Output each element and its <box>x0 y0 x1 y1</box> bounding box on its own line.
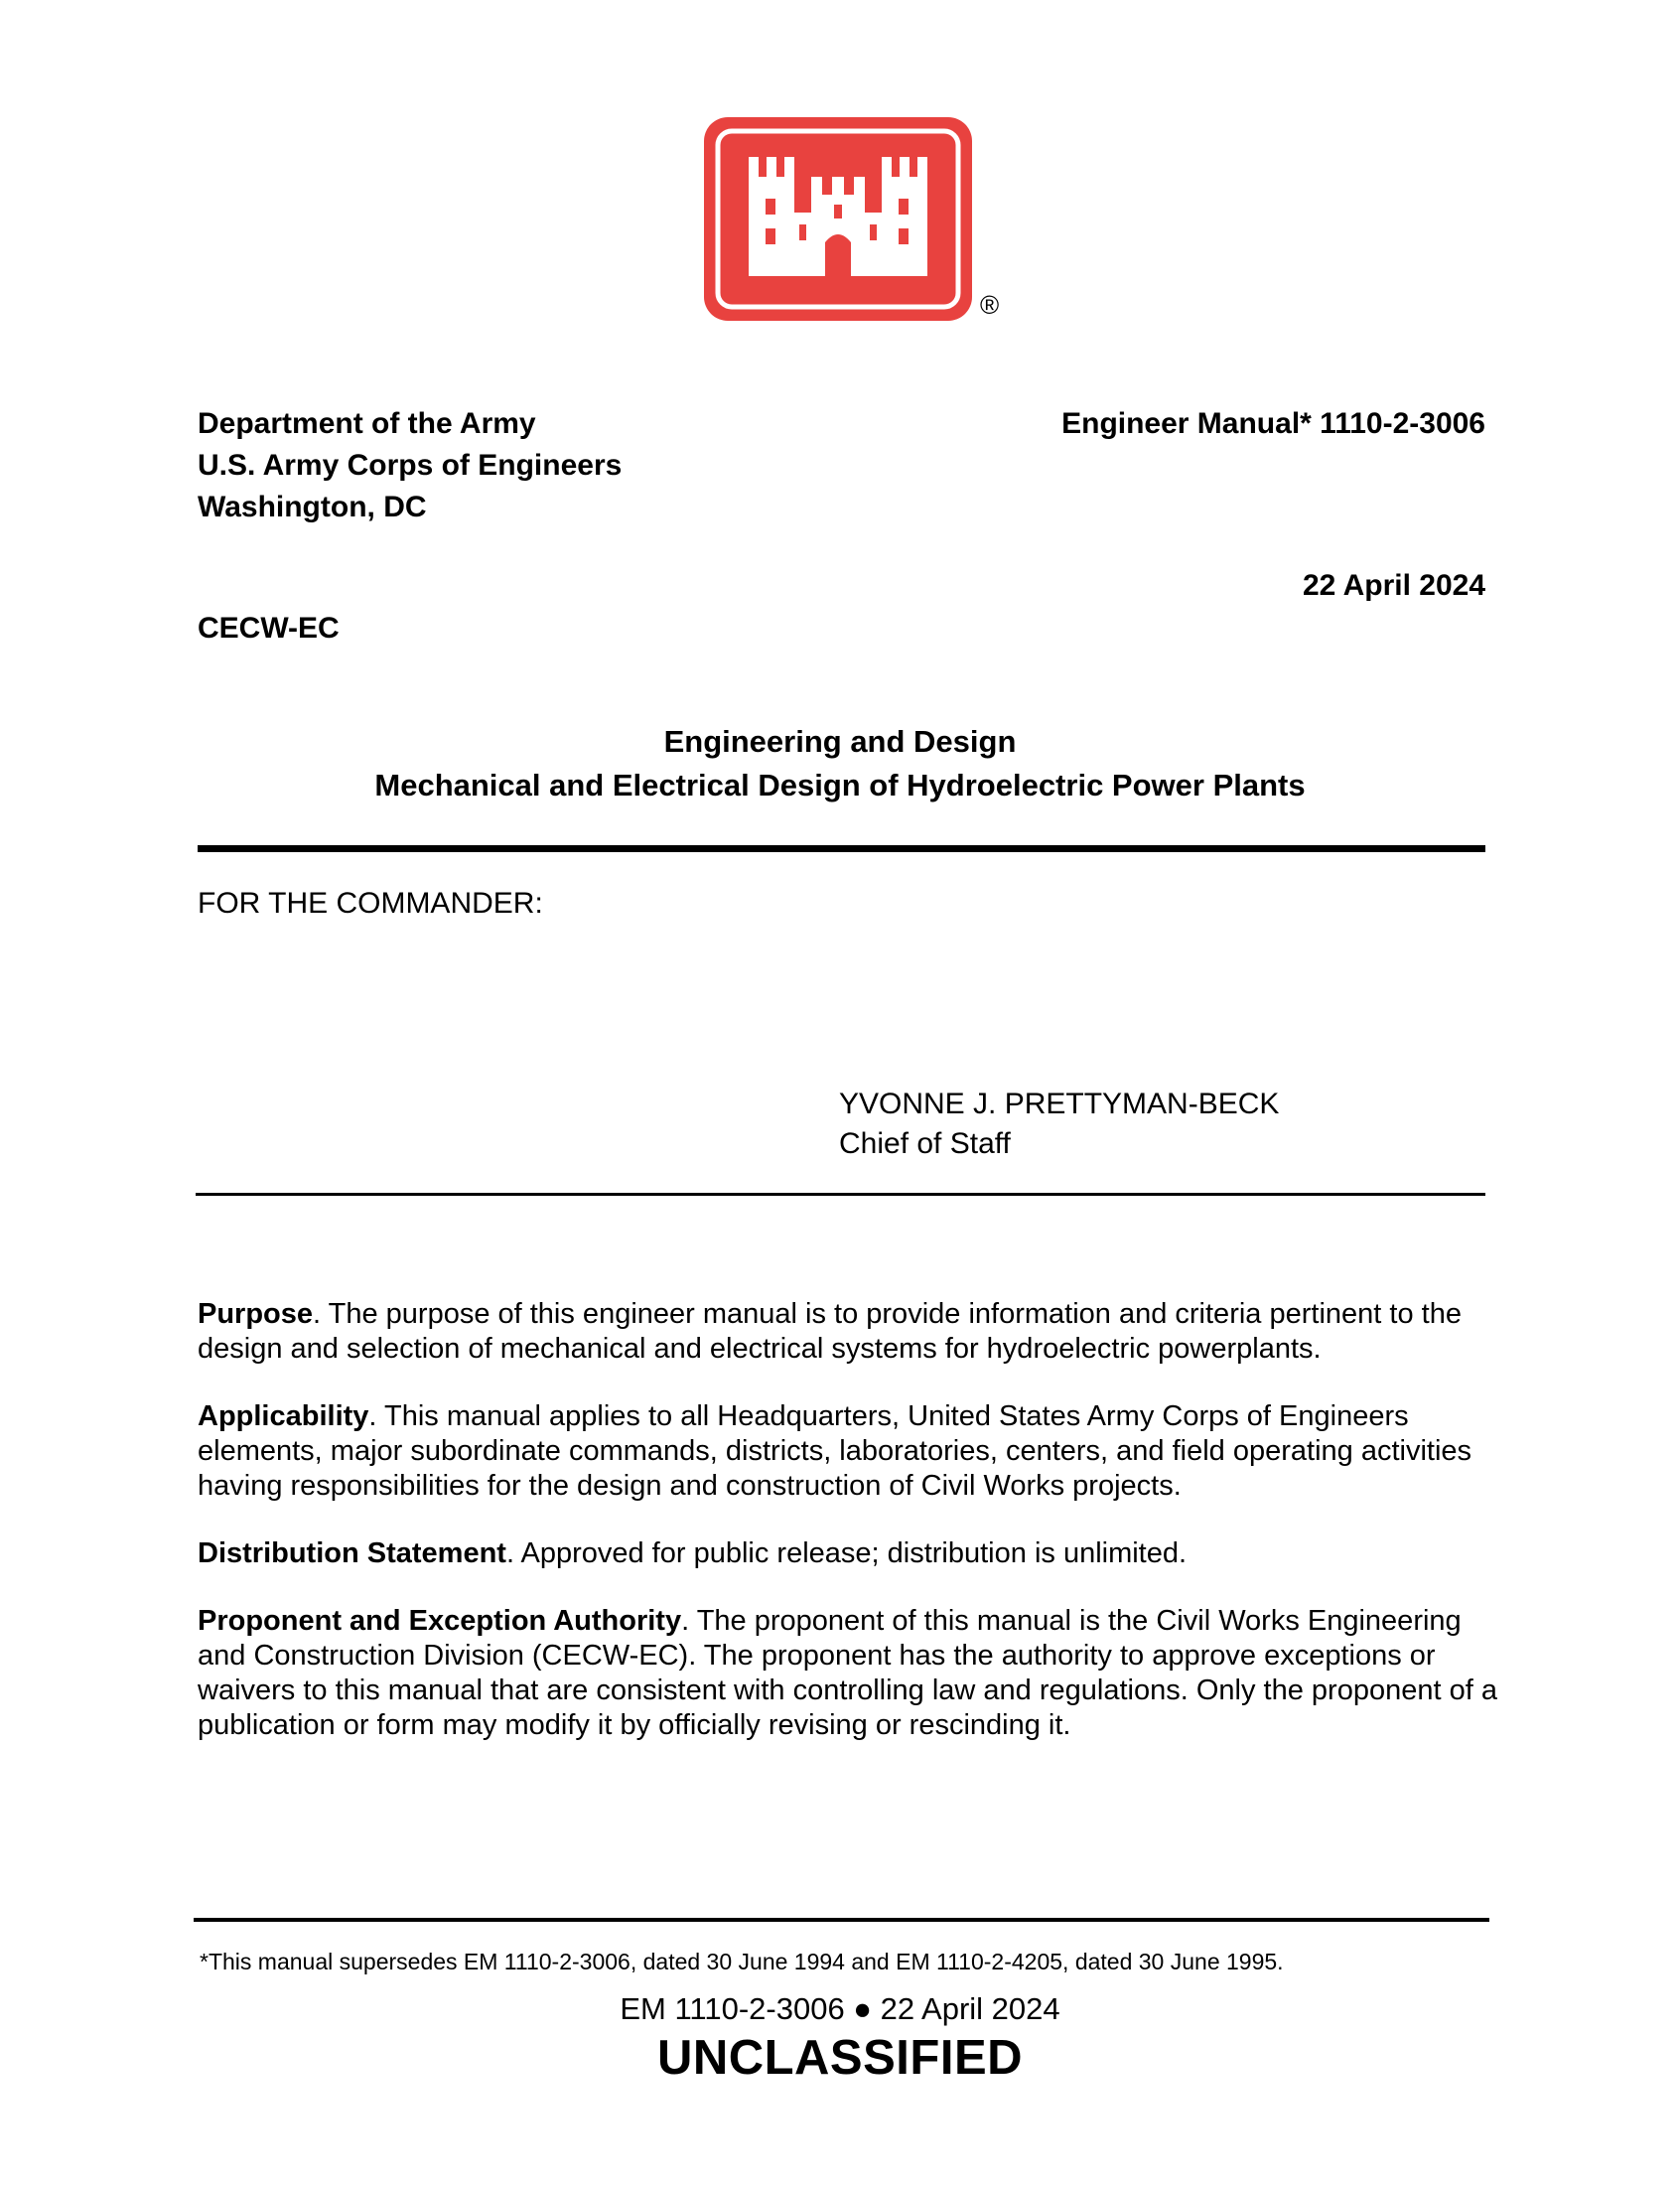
document-body <box>198 1297 1498 1776</box>
section-heading: Applicability <box>198 1400 369 1432</box>
signature-block <box>839 1085 1279 1164</box>
section-heading: Distribution Statement <box>198 1537 506 1569</box>
manual-number: Engineer Manual* 1110-2-3006 <box>1061 407 1485 440</box>
issuing-organization <box>198 403 622 528</box>
footer-document-id: EM 1110-2-3006 ● 22 April 2024 <box>620 1991 1060 2026</box>
title-line-1: Engineering and Design <box>663 724 1017 759</box>
castle-logo-icon <box>704 117 972 321</box>
section-heading: Purpose <box>198 1298 314 1330</box>
title-divider <box>198 845 1485 852</box>
section-proponent <box>198 1604 1498 1743</box>
title-line-2: Mechanical and Electrical Design of Hydroelectric Power Plants <box>374 768 1306 802</box>
section-distribution <box>198 1536 1498 1571</box>
org-line-location: Washington, DC <box>198 491 427 523</box>
footnote-divider <box>194 1918 1489 1922</box>
signature-divider <box>196 1193 1485 1196</box>
office-symbol: CECW-EC <box>198 612 340 645</box>
section-applicability <box>198 1399 1498 1504</box>
document-title <box>0 720 1680 807</box>
signatory-name: YVONNE J. PRETTYMAN-BECK <box>839 1088 1280 1120</box>
section-text: . The purpose of this engineer manual is to provide information and criteria pertinent to the design and selection of mechanical and electrical systems for hydroelectric powerplants. <box>198 1298 1462 1365</box>
usace-castle-logo <box>704 117 972 321</box>
publication-date: 22 April 2024 <box>1303 569 1485 602</box>
org-line-corps: U.S. Army Corps of Engineers <box>198 449 623 482</box>
section-text: . This manual applies to all Headquarters, United States Army Corps of Engineers elements, major subordinate commands, districts, laboratories, centers, and field operating activities having responsibilities for the design and construction of Civil Works projects. <box>198 1400 1472 1502</box>
supersession-footnote: *This manual supersedes EM 1110-2-3006, dated 30 June 1994 and EM 1110-2-4205, dated 30 June 1995. <box>200 1949 1284 1974</box>
registered-trademark-mark: ® <box>980 290 1000 320</box>
classification-marking: UNCLASSIFIED <box>656 2031 1024 2085</box>
section-text: . The proponent of this manual is the Civil Works Engineering and Construction Division (CECW-EC). The proponent has the authority to approve exceptions or waivers to this manual that are consistent with controlling law and regulations. Only the proponent of a publication or form may modify it by officially revising or rescinding it. <box>198 1605 1497 1741</box>
org-line-department: Department of the Army <box>198 407 536 440</box>
section-heading: Proponent and Exception Authority <box>198 1605 682 1637</box>
section-text: . Approved for public release; distribution is unlimited. <box>505 1537 1188 1569</box>
for-the-commander: FOR THE COMMANDER: <box>198 887 543 920</box>
section-purpose <box>198 1297 1498 1367</box>
signatory-position: Chief of Staff <box>839 1127 1011 1160</box>
